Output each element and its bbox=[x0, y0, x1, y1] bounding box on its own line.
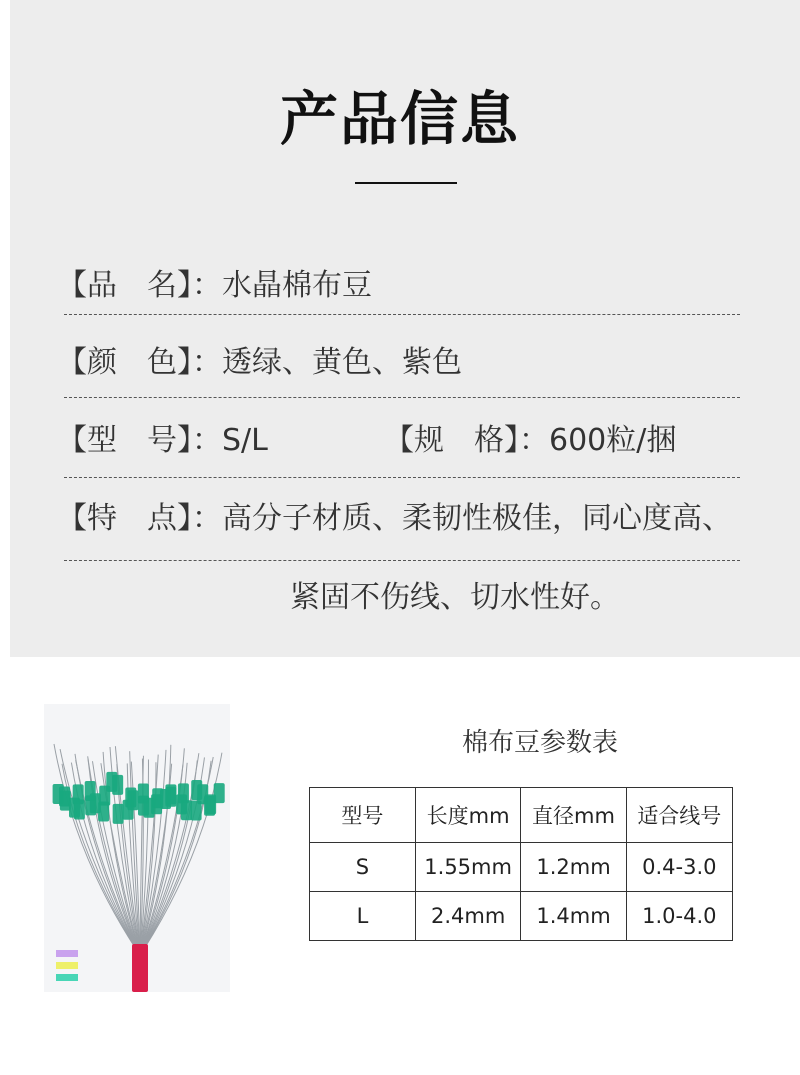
bead bbox=[59, 787, 70, 807]
params-table-title: 棉布豆参数表 bbox=[461, 728, 618, 758]
info-row-color bbox=[57, 345, 462, 381]
table-row bbox=[310, 843, 733, 892]
model-value: S/L bbox=[222, 423, 268, 458]
bead bbox=[165, 784, 176, 804]
bead bbox=[113, 804, 124, 824]
cell-model: S bbox=[310, 843, 416, 892]
cotton-bean-bundle-illustration bbox=[44, 704, 230, 992]
color-value: 透绿、黄色、紫色 bbox=[222, 345, 462, 380]
bead bbox=[181, 800, 192, 820]
table-row bbox=[310, 892, 733, 941]
info-row-model bbox=[57, 423, 268, 459]
cell-diameter: 1.2mm bbox=[521, 843, 626, 892]
cell-model: L bbox=[310, 892, 416, 941]
color-swatch-purple bbox=[56, 950, 78, 957]
header-length: 长度mm bbox=[415, 788, 521, 843]
model-label: 【型 号】： bbox=[57, 423, 222, 458]
bead bbox=[112, 775, 123, 795]
bead bbox=[98, 802, 109, 822]
color-swatch-yellow bbox=[56, 962, 78, 969]
bead bbox=[204, 796, 215, 816]
cell-length: 2.4mm bbox=[415, 892, 521, 941]
header-model: 型号 bbox=[310, 788, 416, 843]
info-row-feature bbox=[57, 501, 732, 537]
color-label: 【颜 色】： bbox=[57, 345, 222, 380]
name-label: 【品 名】： bbox=[57, 268, 222, 303]
header-diameter: 直径mm bbox=[521, 788, 626, 843]
separator bbox=[64, 314, 740, 315]
product-photo bbox=[44, 704, 230, 992]
title-underline bbox=[355, 182, 457, 184]
cell-line-size: 0.4-3.0 bbox=[626, 843, 732, 892]
params-table bbox=[309, 787, 733, 941]
info-row-name bbox=[57, 268, 372, 304]
separator bbox=[64, 560, 740, 561]
cell-length: 1.55mm bbox=[415, 843, 521, 892]
table-header-row bbox=[310, 788, 733, 843]
color-swatch-green bbox=[56, 974, 78, 981]
spec-value: 600粒/捆 bbox=[549, 423, 677, 458]
cell-line-size: 1.0-4.0 bbox=[626, 892, 732, 941]
page-title: 产品信息 bbox=[279, 85, 520, 153]
header-line-size: 适合线号 bbox=[626, 788, 732, 843]
spec-label: 【规 格】： bbox=[384, 423, 549, 458]
info-row-spec bbox=[384, 423, 676, 459]
feature-label: 【特 点】： bbox=[57, 501, 222, 536]
bead bbox=[214, 783, 225, 803]
feature-value-line1: 高分子材质、柔韧性极佳，同心度高、 bbox=[222, 501, 732, 536]
bead bbox=[127, 790, 138, 810]
separator bbox=[64, 477, 740, 478]
separator bbox=[64, 397, 740, 398]
cell-diameter: 1.4mm bbox=[521, 892, 626, 941]
name-value: 水晶棉布豆 bbox=[222, 268, 372, 303]
binding-tube bbox=[132, 944, 148, 992]
bead bbox=[74, 800, 85, 820]
feature-value-line2: 紧固不伤线、切水性好。 bbox=[290, 580, 620, 615]
